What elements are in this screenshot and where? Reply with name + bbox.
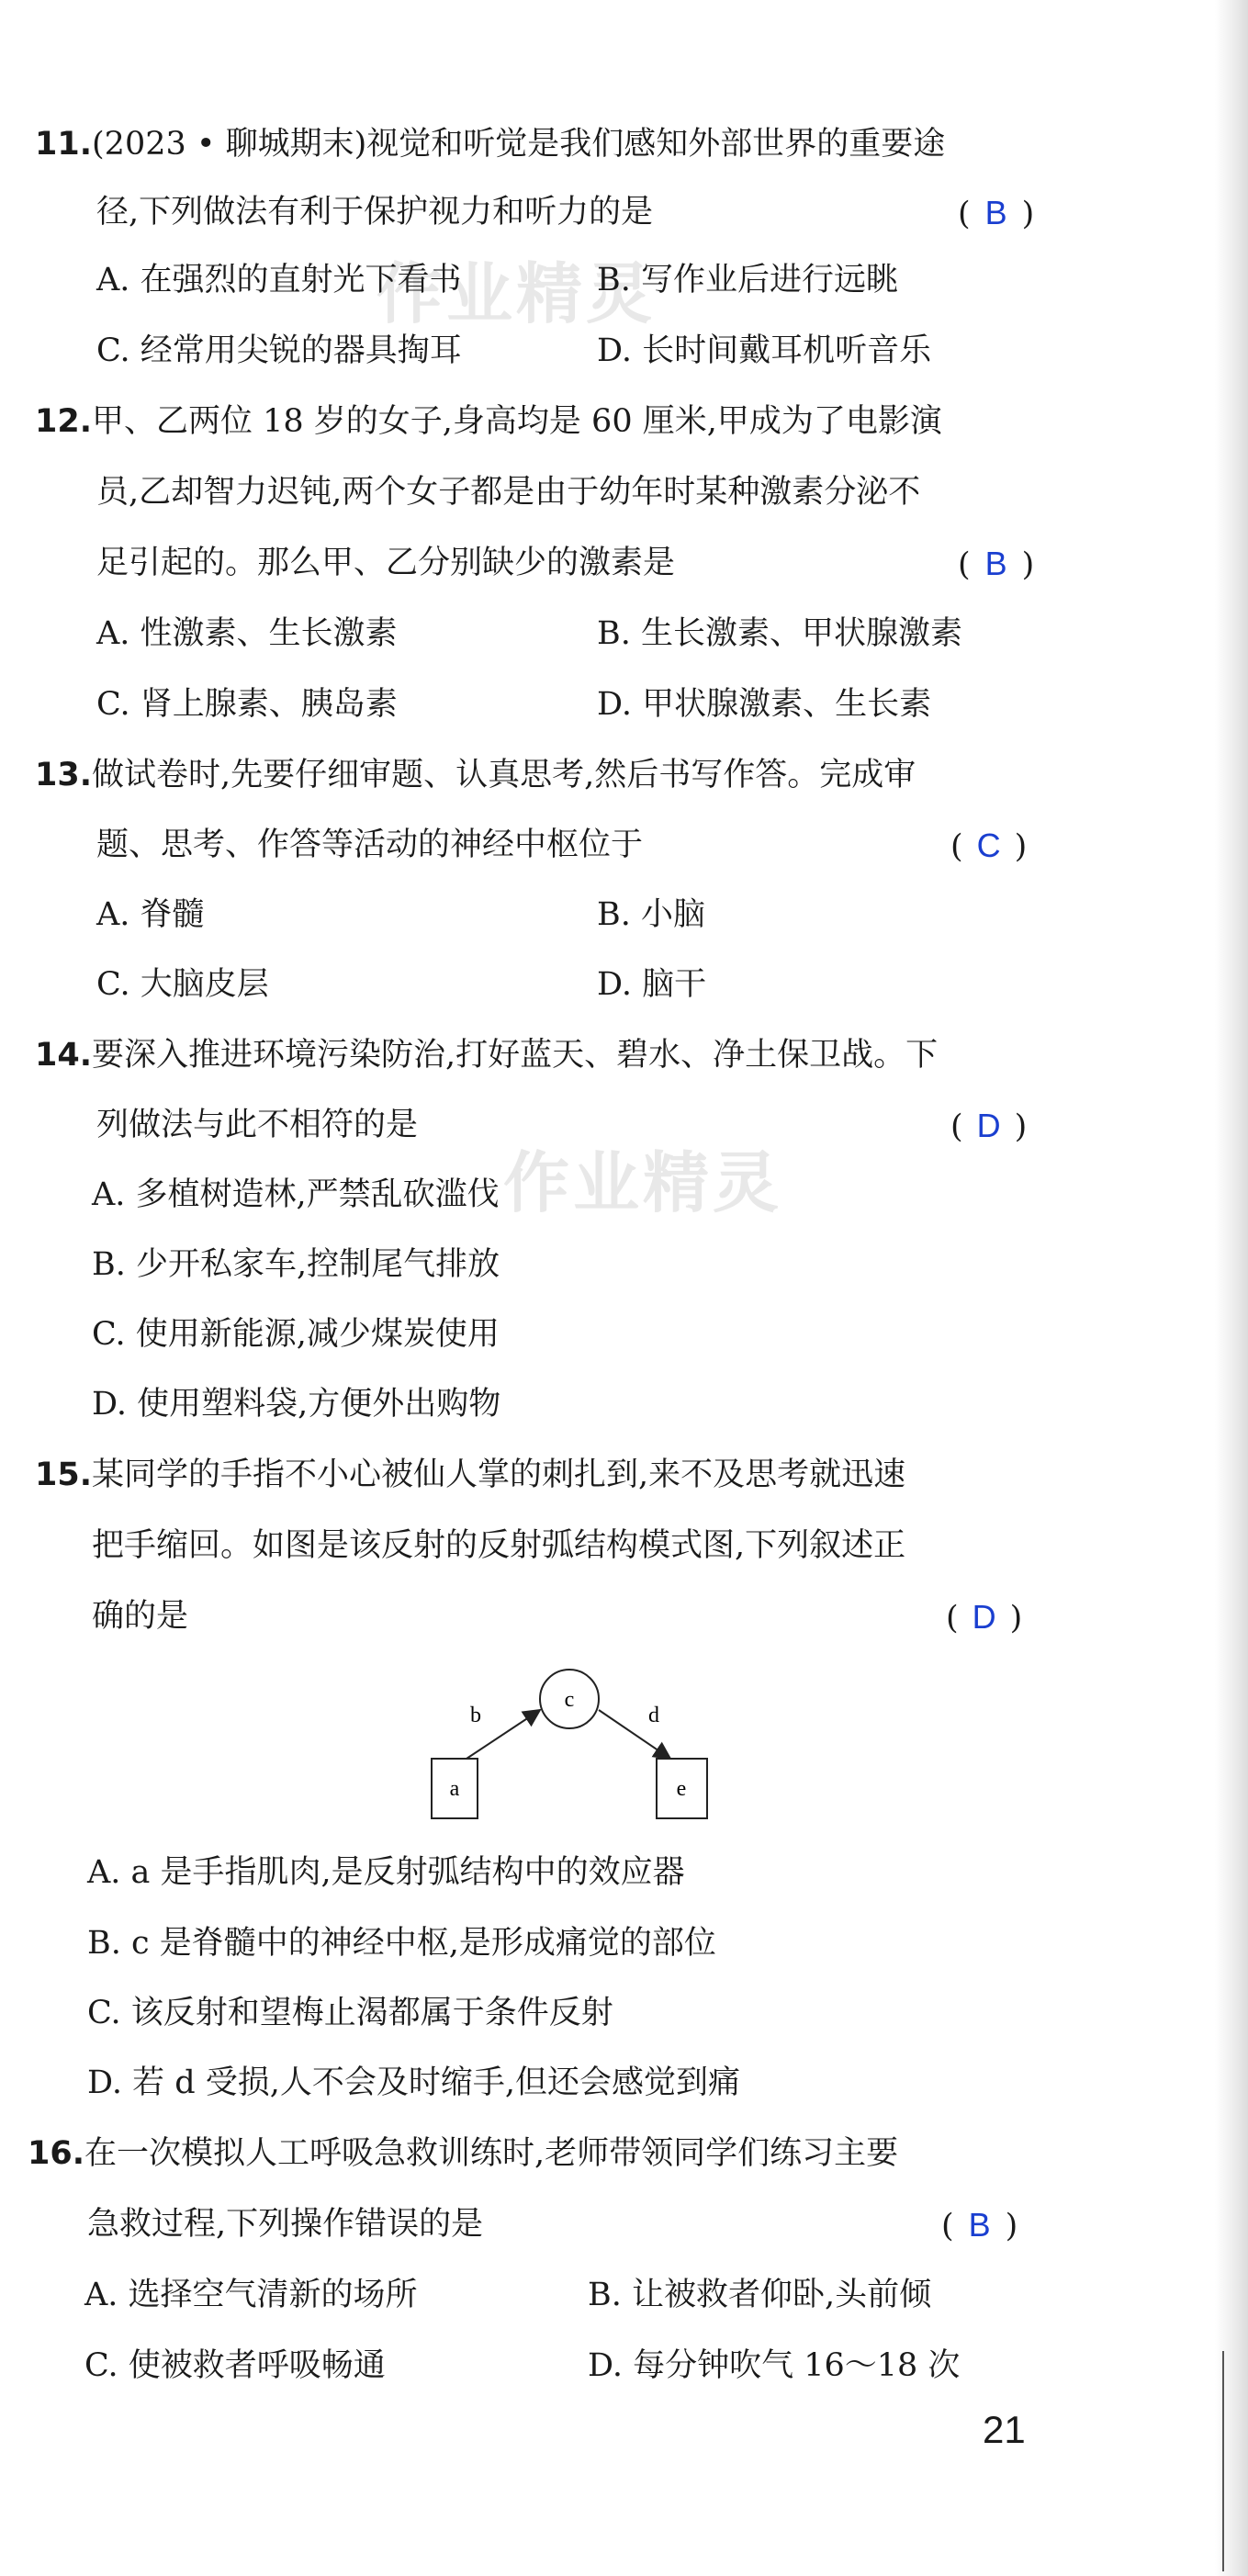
q13-line-2: 题、思考、作答等活动的神经中枢位于: [96, 827, 644, 863]
q15-line-3: 确的是: [92, 1598, 189, 1635]
label-d: d: [648, 1704, 659, 1727]
q11-answer: B: [984, 194, 1007, 231]
q13-option-a: A. 脊髓: [96, 896, 205, 933]
q14-number: 14.: [35, 1037, 93, 1074]
q12-option-b: B. 生长激素、甲状腺激素: [597, 615, 962, 652]
label-a: a: [449, 1777, 460, 1801]
q14-option-d: D. 使用塑料袋,方便外出购物: [92, 1386, 501, 1423]
q14-answer-bracket: ( D ): [950, 1107, 1028, 1145]
q14-answer: D: [976, 1107, 1001, 1144]
q14-line-2: 列做法与此不相符的是: [96, 1107, 419, 1143]
q11-number: 11.: [35, 126, 93, 163]
q12-answer-bracket: ( B ): [958, 545, 1035, 583]
q12-answer: B: [984, 545, 1007, 582]
q15-answer-bracket: ( D ): [946, 1598, 1023, 1637]
q12-option-a: A. 性激素、生长激素: [96, 615, 398, 652]
q12-number: 12.: [35, 403, 93, 440]
q16-answer: B: [968, 2206, 991, 2244]
q11-line-1: 11.(2023 • 聊城期末)视觉和听觉是我们感知外部世界的重要途: [35, 126, 946, 163]
q12-option-d: D. 甲状腺激素、生长素: [597, 686, 932, 723]
q13-option-c: C. 大脑皮层: [96, 966, 269, 1003]
q13-option-b: B. 小脑: [597, 896, 705, 933]
q16-line-1: 16.在一次模拟人工呼吸急救训练时,老师带领同学们练习主要: [28, 2135, 899, 2172]
q15-option-a: A. a 是手指肌肉,是反射弧结构中的效应器: [87, 1854, 685, 1891]
q12-line-2: 员,乙却智力迟钝,两个女子都是由于幼年时某种激素分泌不: [96, 474, 921, 511]
q16-answer-bracket: ( B ): [941, 2206, 1018, 2244]
q11-answer-bracket: ( B ): [958, 194, 1035, 232]
label-e: e: [676, 1777, 687, 1801]
q11-option-c: C. 经常用尖锐的器具掏耳: [96, 332, 462, 369]
q12-option-c: C. 肾上腺素、胰岛素: [96, 686, 398, 723]
q14-option-a: A. 多植树造林,严禁乱砍滥伐: [92, 1176, 500, 1213]
q11-option-b: B. 写作业后进行远眺: [597, 262, 898, 298]
q11-line-2: 径,下列做法有利于保护视力和听力的是: [96, 194, 654, 231]
q16-option-d: D. 每分钟吹气 16～18 次: [588, 2347, 961, 2384]
q14-option-c: C. 使用新能源,减少煤炭使用: [92, 1316, 500, 1353]
watermark: 作业精灵: [377, 255, 657, 332]
q13-answer-bracket: ( C ): [950, 827, 1028, 865]
q15-option-d: D. 若 d 受损,人不会及时缩手,但还会感觉到痛: [87, 2064, 740, 2101]
q13-number: 13.: [35, 757, 93, 793]
page-edge-shadow: [1215, 0, 1248, 2576]
q11-option-d: D. 长时间戴耳机听音乐: [597, 332, 932, 369]
q16-number: 16.: [28, 2135, 85, 2172]
q12-line-1: 12.甲、乙两位 18 岁的女子,身高均是 60 厘米,甲成为了电影演: [35, 403, 942, 440]
q15-option-c: C. 该反射和望梅止渴都属于条件反射: [87, 1995, 613, 2031]
q15-line-1: 15.某同学的手指不小心被仙人掌的刺扎到,来不及思考就迅速: [35, 1457, 906, 1493]
q15-number: 15.: [35, 1457, 93, 1493]
q15-line-2: 把手缩回。如图是该反射的反射弧结构模式图,下列叙述正: [92, 1527, 906, 1564]
q14-line-1: 14.要深入推进环境污染防治,打好蓝天、碧水、净土保卫战。下: [35, 1037, 939, 1074]
watermark: 作业精灵: [503, 1144, 783, 1221]
q15-option-b: B. c 是脊髓中的神经中枢,是形成痛觉的部位: [87, 1925, 716, 1962]
q16-option-a: A. 选择空气清新的场所: [84, 2277, 418, 2313]
q14-option-b: B. 少开私家车,控制尾气排放: [92, 1246, 500, 1283]
label-b: b: [470, 1704, 481, 1727]
binding-line: [1222, 2351, 1224, 2571]
q16-option-b: B. 让被救者仰卧,头前倾: [588, 2277, 932, 2313]
q13-option-d: D. 脑干: [597, 966, 707, 1003]
q13-line-1: 13.做试卷时,先要仔细审题、认真思考,然后书写作答。完成审: [35, 757, 916, 793]
page-number: 21: [983, 2408, 1026, 2451]
q16-line-2: 急救过程,下列操作错误的是: [87, 2206, 484, 2243]
q15-answer: D: [972, 1598, 996, 1636]
reflex-arc-diagram: [404, 1653, 735, 1837]
q13-answer: C: [976, 827, 1001, 864]
q16-option-c: C. 使被救者呼吸畅通: [84, 2347, 386, 2384]
label-c: c: [564, 1688, 575, 1712]
arrow-d: [599, 1710, 670, 1759]
q12-line-3: 足引起的。那么甲、乙分别缺少的激素是: [96, 545, 676, 581]
q11-option-a: A. 在强烈的直射光下看书: [96, 262, 462, 298]
